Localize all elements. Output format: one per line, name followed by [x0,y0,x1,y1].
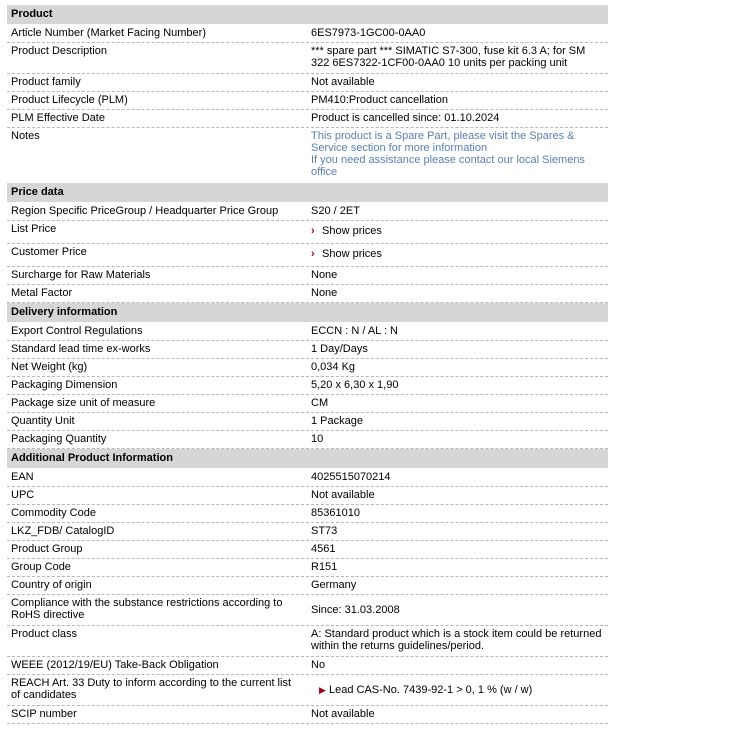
table-row [7,25,608,43]
row-label: Article Number (Market Facing Number) [11,27,206,39]
section-header-price: Price data [7,183,608,203]
row-label: Surcharge for Raw Materials [11,269,151,281]
row-label: PLM Effective Date [11,112,105,124]
row-value: 10 [311,433,324,445]
row-label: SCIP number [11,708,77,720]
table-row [7,706,608,724]
row-value: None [311,287,338,299]
table-row [7,323,608,341]
row-label: Packaging Quantity [11,433,107,445]
row-value: S20 / 2ET [311,205,360,217]
row-label: Package size unit of measure [11,397,156,409]
row-label: Product family [11,76,81,88]
table-row-notes [7,128,608,183]
table-row [7,74,608,92]
notes-value [307,128,608,181]
row-value: Not available [311,489,375,501]
table-row [7,92,608,110]
row-value: Germany [311,579,357,591]
row-label: Notes [11,130,40,142]
row-label: Commodity Code [11,507,96,519]
row-value: 0,034 Kg [311,361,356,373]
table-row [7,413,608,431]
table-row [7,469,608,487]
table-row [7,541,608,559]
row-value: None [311,269,338,281]
triangle-right-icon: ▶ [319,684,326,695]
table-row [7,221,608,244]
table-row [7,626,608,657]
table-row [7,395,608,413]
table-row [7,431,608,449]
show-prices-list-link[interactable]: Show prices [322,225,382,237]
table-row [7,505,608,523]
row-label: Export Control Regulations [11,325,143,337]
row-label: Customer Price [11,246,87,258]
table-row [7,203,608,221]
table-row [7,244,608,267]
row-label: Product Lifecycle (PLM) [11,94,128,106]
show-prices-customer-link[interactable]: Show prices [322,248,382,260]
row-label: WEEE (2012/19/EU) Take-Back Obligation [11,659,219,671]
table-row [7,341,608,359]
row-value: PM410:Product cancellation [311,94,448,106]
row-label: EAN [11,471,34,483]
row-value: Not available [311,76,375,88]
row-label: Product Group [11,543,83,555]
customer-price-cell [307,244,608,266]
chevron-right-icon: › [311,248,315,260]
row-label: List Price [11,223,57,235]
section-header-product: Product [7,5,608,25]
row-value: 6ES7973-1GC00-0AA0 [311,27,426,39]
row-value: A: Standard product which is a stock item could be returned within the returns guidelines/period. [311,628,602,652]
table-row [7,577,608,595]
table-row [7,523,608,541]
row-value: R151 [311,561,338,573]
table-row [7,43,608,74]
row-value: 4025515070214 [311,471,391,483]
section-header-additional: Additional Product Information [7,449,608,469]
row-value: 5,20 x 6,30 x 1,90 [311,379,399,391]
row-value: 1 Package [311,415,363,427]
list-price-cell [307,221,608,243]
table-row [7,675,608,706]
section-header-delivery: Delivery information [7,303,608,323]
row-value: 4561 [311,543,336,555]
row-value: CM [311,397,329,409]
row-value: Product is cancelled since: 01.10.2024 [311,112,500,124]
chevron-right-icon: › [311,225,315,237]
row-label: Region Specific PriceGroup / Headquarter Price Group [11,205,279,217]
reach-lead-link[interactable]: Lead CAS-No. 7439-92-1 > 0, 1 % (w / w) [329,683,533,696]
row-label: Metal Factor [11,287,73,299]
row-label: REACH Art. 33 Duty to inform according to the current list of candidates [11,677,292,701]
table-row [7,559,608,577]
row-label: Product class [11,628,78,640]
row-label: Standard lead time ex-works [11,343,151,355]
spares-service-link[interactable]: This product is a Spare Part, please visit the Spares & Service section for more information [311,130,575,154]
row-value: No [311,659,326,671]
table-row [7,267,608,285]
table-row [7,110,608,128]
table-row [7,595,608,626]
row-label: Quantity Unit [11,415,75,427]
row-label: UPC [11,489,35,501]
row-label: Group Code [11,561,71,573]
row-value: 85361010 [311,507,360,519]
table-row [7,487,608,505]
row-label: LKZ_FDB/ CatalogID [11,525,115,537]
table-row [7,285,608,303]
table-row [7,377,608,395]
row-value: Not available [311,708,375,720]
row-label: Country of origin [11,579,92,591]
table-row [7,657,608,675]
row-label: Compliance with the substance restrictions according to RoHS directive [11,597,283,621]
row-value: *** spare part *** SIMATIC S7-300, fuse kit 6.3 A; for SM 322 6ES7322-1CF00-0AA0 10 units per packing unit [311,45,586,69]
row-label: Net Weight (kg) [11,361,88,373]
table-row [7,359,608,377]
row-value: 1 Day/Days [311,343,368,355]
product-data-sheet [7,5,608,724]
row-value: Since: 31.03.2008 [311,603,400,616]
reach-cell [307,675,608,705]
row-value: ST73 [311,525,338,537]
row-label: Packaging Dimension [11,379,118,391]
row-label: Product Description [11,45,107,57]
row-value: ECCN : N / AL : N [311,325,399,337]
contact-siemens-link[interactable]: If you need assistance please contact our local Siemens office [311,154,585,178]
